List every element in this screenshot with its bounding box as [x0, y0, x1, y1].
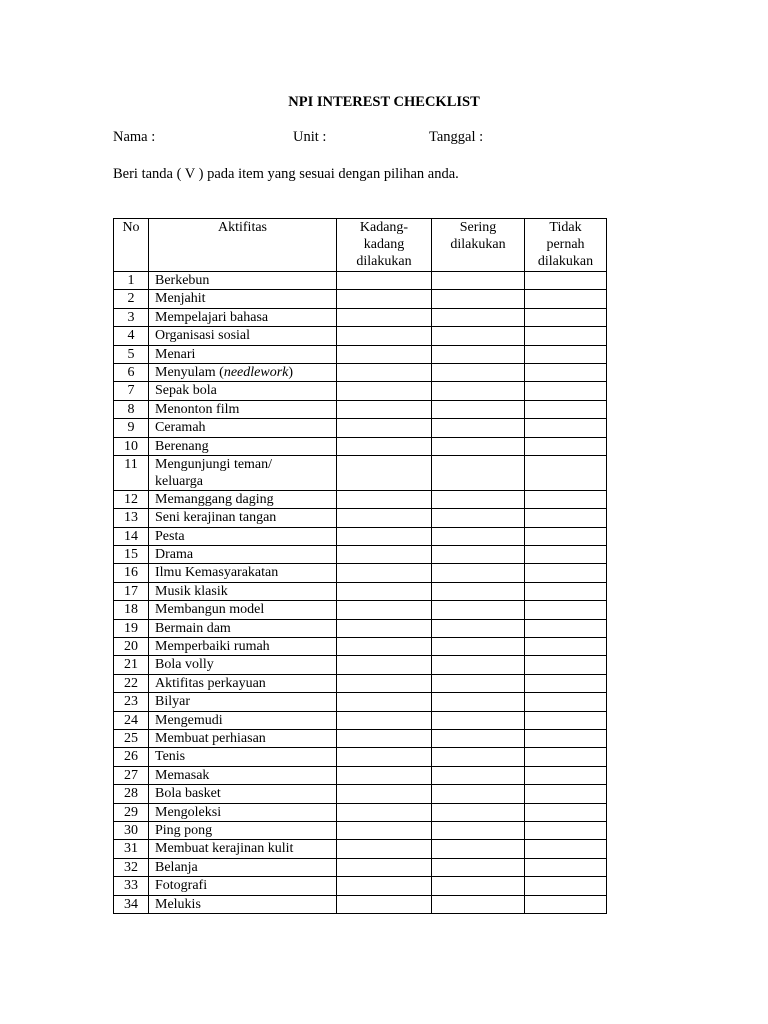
row-number: 33	[114, 877, 149, 895]
check-cell-never[interactable]	[525, 821, 607, 839]
check-cell-sometimes[interactable]	[337, 400, 432, 418]
row-number: 21	[114, 656, 149, 674]
header-sometimes-line: dilakukan	[356, 254, 412, 269]
check-cell-sometimes[interactable]	[337, 527, 432, 545]
check-cell-never[interactable]	[525, 527, 607, 545]
table-row	[114, 272, 607, 290]
activity-label: Bilyar	[155, 694, 190, 710]
table-row	[114, 564, 607, 582]
row-number: 26	[114, 748, 149, 766]
check-cell-never[interactable]	[525, 803, 607, 821]
check-cell-sometimes[interactable]	[337, 895, 432, 913]
check-cell-often[interactable]	[432, 363, 525, 381]
header-never-line: dilakukan	[537, 254, 594, 269]
check-cell-sometimes[interactable]	[337, 582, 432, 600]
activity-label-line2: keluarga	[155, 473, 203, 489]
row-number: 25	[114, 729, 149, 747]
row-activity	[149, 345, 337, 363]
row-number: 19	[114, 619, 149, 637]
row-number: 4	[114, 327, 149, 345]
activity-label: Bola volly	[155, 657, 214, 673]
activity-label: Ceramah	[155, 420, 206, 436]
row-number: 15	[114, 546, 149, 564]
table-row	[114, 327, 607, 345]
check-cell-often[interactable]	[432, 748, 525, 766]
check-cell-sometimes[interactable]	[337, 785, 432, 803]
check-cell-often[interactable]	[432, 601, 525, 619]
table-body	[114, 272, 607, 914]
activity-label: Memasak	[155, 767, 210, 783]
row-activity	[149, 656, 337, 674]
row-activity	[149, 785, 337, 803]
check-cell-sometimes[interactable]	[337, 490, 432, 508]
activity-label: Melukis	[155, 896, 201, 912]
activity-label: Ping pong	[155, 822, 213, 838]
check-cell-never[interactable]	[525, 509, 607, 527]
check-cell-often[interactable]	[432, 821, 525, 839]
check-cell-never[interactable]	[525, 455, 607, 490]
check-cell-often[interactable]	[432, 272, 525, 290]
header-sometimes-line: Kadang-	[359, 220, 409, 235]
check-cell-sometimes[interactable]	[337, 345, 432, 363]
activity-label: Fotografi	[155, 878, 208, 894]
table-row	[114, 382, 607, 400]
check-cell-sometimes[interactable]	[337, 509, 432, 527]
header-often	[432, 219, 525, 272]
table-row	[114, 509, 607, 527]
row-activity	[149, 766, 337, 784]
check-cell-never[interactable]	[525, 490, 607, 508]
check-cell-sometimes[interactable]	[337, 729, 432, 747]
interest-checklist-table	[113, 218, 607, 914]
field-nama: Nama :	[113, 129, 156, 145]
check-cell-often[interactable]	[432, 693, 525, 711]
check-cell-often[interactable]	[432, 509, 525, 527]
header-often-line: dilakukan	[450, 237, 506, 252]
activity-label: Mengunjungi teman/	[155, 456, 273, 472]
activity-label: Sepak bola	[155, 383, 217, 399]
row-number: 6	[114, 363, 149, 381]
check-cell-sometimes[interactable]	[337, 748, 432, 766]
row-number: 18	[114, 601, 149, 619]
check-cell-never[interactable]	[525, 327, 607, 345]
check-cell-never[interactable]	[525, 693, 607, 711]
activity-label: Membangun model	[155, 602, 265, 618]
row-activity	[149, 693, 337, 711]
table-row	[114, 619, 607, 637]
check-cell-never[interactable]	[525, 582, 607, 600]
field-unit: Unit :	[293, 129, 327, 145]
table-row	[114, 656, 607, 674]
check-cell-often[interactable]	[432, 840, 525, 858]
check-cell-never[interactable]	[525, 766, 607, 784]
check-cell-sometimes[interactable]	[337, 564, 432, 582]
activity-label: Memanggang daging	[155, 491, 274, 507]
check-cell-never[interactable]	[525, 895, 607, 913]
row-activity	[149, 858, 337, 876]
activity-label-suffix: )	[288, 364, 294, 380]
check-cell-never[interactable]	[525, 638, 607, 656]
check-cell-never[interactable]	[525, 363, 607, 381]
activity-label: Organisasi sosial	[155, 328, 251, 344]
check-cell-sometimes[interactable]	[337, 290, 432, 308]
activity-label: Tenis	[155, 749, 186, 765]
row-activity	[149, 290, 337, 308]
activity-label: Membuat perhiasan	[155, 730, 266, 746]
row-number: 2	[114, 290, 149, 308]
row-activity	[149, 619, 337, 637]
check-cell-never[interactable]	[525, 674, 607, 692]
row-activity	[149, 729, 337, 747]
table-row	[114, 877, 607, 895]
table-row	[114, 527, 607, 545]
check-cell-sometimes[interactable]	[337, 858, 432, 876]
check-cell-never[interactable]	[525, 601, 607, 619]
instruction-text: Beri tanda ( V ) pada item yang sesuai dengan pilihan anda.	[113, 166, 459, 182]
check-cell-sometimes[interactable]	[337, 877, 432, 895]
check-cell-often[interactable]	[432, 785, 525, 803]
row-activity	[149, 419, 337, 437]
header-never	[525, 219, 607, 272]
table-row	[114, 821, 607, 839]
check-cell-often[interactable]	[432, 582, 525, 600]
check-cell-never[interactable]	[525, 729, 607, 747]
row-activity	[149, 455, 337, 490]
check-cell-often[interactable]	[432, 345, 525, 363]
table-row	[114, 840, 607, 858]
table-row	[114, 729, 607, 747]
check-cell-sometimes[interactable]	[337, 693, 432, 711]
row-activity	[149, 437, 337, 455]
table-row	[114, 601, 607, 619]
check-cell-never[interactable]	[525, 308, 607, 326]
check-cell-never[interactable]	[525, 272, 607, 290]
table-row	[114, 766, 607, 784]
check-cell-often[interactable]	[432, 308, 525, 326]
row-number: 3	[114, 308, 149, 326]
table-row	[114, 363, 607, 381]
check-cell-never[interactable]	[525, 400, 607, 418]
row-number: 31	[114, 840, 149, 858]
header-often-line: Sering	[459, 220, 497, 235]
header-sometimes	[337, 219, 432, 272]
check-cell-never[interactable]	[525, 785, 607, 803]
check-cell-often[interactable]	[432, 437, 525, 455]
table-row	[114, 490, 607, 508]
page-title: NPI INTEREST CHECKLIST	[288, 94, 480, 110]
table-row	[114, 858, 607, 876]
activity-label: Bermain dam	[155, 620, 231, 636]
activity-label: Drama	[155, 547, 194, 563]
check-cell-often[interactable]	[432, 674, 525, 692]
activity-label: Menonton film	[155, 401, 240, 417]
row-number: 30	[114, 821, 149, 839]
field-tanggal: Tanggal :	[429, 129, 484, 145]
row-activity	[149, 509, 337, 527]
check-cell-often[interactable]	[432, 711, 525, 729]
activity-label: Aktifitas perkayuan	[155, 675, 266, 691]
check-cell-never[interactable]	[525, 345, 607, 363]
activity-label: Berenang	[155, 438, 209, 454]
check-cell-sometimes[interactable]	[337, 382, 432, 400]
row-activity	[149, 803, 337, 821]
row-activity	[149, 400, 337, 418]
row-number: 34	[114, 895, 149, 913]
check-cell-sometimes[interactable]	[337, 419, 432, 437]
activity-label: Mengemudi	[155, 712, 223, 728]
check-cell-often[interactable]	[432, 895, 525, 913]
check-cell-sometimes[interactable]	[337, 272, 432, 290]
activity-label: Seni kerajinan tangan	[155, 510, 277, 526]
row-number: 17	[114, 582, 149, 600]
row-activity	[149, 327, 337, 345]
check-cell-often[interactable]	[432, 527, 525, 545]
activity-label: Mengoleksi	[155, 804, 222, 820]
header-never-line: Tidak	[549, 220, 582, 235]
activity-label-italic: needlework	[223, 364, 289, 380]
check-cell-often[interactable]	[432, 400, 525, 418]
check-cell-sometimes[interactable]	[337, 766, 432, 784]
check-cell-sometimes[interactable]	[337, 638, 432, 656]
check-cell-sometimes[interactable]	[337, 308, 432, 326]
row-number: 10	[114, 437, 149, 455]
check-cell-never[interactable]	[525, 564, 607, 582]
table-row	[114, 345, 607, 363]
check-cell-often[interactable]	[432, 455, 525, 490]
check-cell-sometimes[interactable]	[337, 821, 432, 839]
check-cell-sometimes[interactable]	[337, 619, 432, 637]
check-cell-often[interactable]	[432, 877, 525, 895]
check-cell-often[interactable]	[432, 490, 525, 508]
table-row	[114, 308, 607, 326]
check-cell-sometimes[interactable]	[337, 601, 432, 619]
row-activity	[149, 601, 337, 619]
check-cell-often[interactable]	[432, 638, 525, 656]
row-number: 32	[114, 858, 149, 876]
row-number: 23	[114, 693, 149, 711]
table-row	[114, 711, 607, 729]
row-number: 20	[114, 638, 149, 656]
check-cell-often[interactable]	[432, 290, 525, 308]
row-activity	[149, 582, 337, 600]
table-row	[114, 400, 607, 418]
check-cell-sometimes[interactable]	[337, 546, 432, 564]
row-number: 22	[114, 674, 149, 692]
check-cell-sometimes[interactable]	[337, 840, 432, 858]
check-cell-sometimes[interactable]	[337, 711, 432, 729]
row-number: 16	[114, 564, 149, 582]
row-number: 9	[114, 419, 149, 437]
table-row	[114, 803, 607, 821]
check-cell-never[interactable]	[525, 419, 607, 437]
check-cell-sometimes[interactable]	[337, 327, 432, 345]
row-activity	[149, 363, 337, 381]
check-cell-never[interactable]	[525, 382, 607, 400]
table-row	[114, 455, 607, 490]
row-activity	[149, 382, 337, 400]
check-cell-often[interactable]	[432, 419, 525, 437]
check-cell-sometimes[interactable]	[337, 803, 432, 821]
row-number: 14	[114, 527, 149, 545]
header-activity: Aktifitas	[149, 219, 337, 272]
activity-label: Membuat kerajinan kulit	[155, 841, 294, 857]
table-row	[114, 785, 607, 803]
check-cell-sometimes[interactable]	[337, 437, 432, 455]
table-row	[114, 546, 607, 564]
table-row	[114, 693, 607, 711]
row-activity	[149, 546, 337, 564]
check-cell-often[interactable]	[432, 729, 525, 747]
header-never-line: pernah	[546, 237, 585, 252]
activity-label: Menari	[155, 346, 196, 362]
row-activity	[149, 527, 337, 545]
table-header-row	[114, 219, 607, 272]
activity-label: Memperbaiki rumah	[155, 639, 270, 655]
table-row	[114, 582, 607, 600]
check-cell-often[interactable]	[432, 327, 525, 345]
check-cell-often[interactable]	[432, 766, 525, 784]
row-activity	[149, 821, 337, 839]
row-number: 27	[114, 766, 149, 784]
row-number: 1	[114, 272, 149, 290]
row-activity	[149, 564, 337, 582]
check-cell-often[interactable]	[432, 619, 525, 637]
row-number: 11	[114, 455, 149, 490]
activity-label: Menjahit	[155, 291, 206, 307]
activity-label: Belanja	[155, 859, 198, 875]
table-row	[114, 638, 607, 656]
header-sometimes-line: kadang	[363, 237, 405, 252]
row-number: 8	[114, 400, 149, 418]
check-cell-never[interactable]	[525, 437, 607, 455]
check-cell-never[interactable]	[525, 840, 607, 858]
activity-label: Berkebun	[155, 273, 210, 288]
activity-label: Mempelajari bahasa	[155, 309, 269, 325]
check-cell-never[interactable]	[525, 858, 607, 876]
check-cell-never[interactable]	[525, 290, 607, 308]
row-number: 12	[114, 490, 149, 508]
table-row	[114, 419, 607, 437]
activity-label: Pesta	[155, 528, 185, 544]
activity-label: Musik klasik	[155, 583, 228, 599]
row-activity	[149, 272, 337, 290]
check-cell-often[interactable]	[432, 858, 525, 876]
activity-label: Bola basket	[155, 786, 221, 802]
table-row	[114, 895, 607, 913]
activity-label: Ilmu Kemasyarakatan	[155, 565, 279, 581]
row-number: 28	[114, 785, 149, 803]
table-row	[114, 674, 607, 692]
check-cell-sometimes[interactable]	[337, 674, 432, 692]
row-number: 7	[114, 382, 149, 400]
row-activity	[149, 840, 337, 858]
check-cell-never[interactable]	[525, 546, 607, 564]
check-cell-never[interactable]	[525, 619, 607, 637]
activity-label: Menyulam (	[155, 364, 224, 380]
row-activity	[149, 308, 337, 326]
row-number: 5	[114, 345, 149, 363]
check-cell-sometimes[interactable]	[337, 455, 432, 490]
row-number: 29	[114, 803, 149, 821]
check-cell-often[interactable]	[432, 803, 525, 821]
check-cell-often[interactable]	[432, 382, 525, 400]
row-activity	[149, 877, 337, 895]
row-activity	[149, 490, 337, 508]
row-activity	[149, 895, 337, 913]
header-no: No	[114, 219, 149, 272]
table-row	[114, 748, 607, 766]
check-cell-often[interactable]	[432, 656, 525, 674]
table-row	[114, 437, 607, 455]
check-cell-sometimes[interactable]	[337, 656, 432, 674]
check-cell-never[interactable]	[525, 711, 607, 729]
row-activity	[149, 674, 337, 692]
row-activity	[149, 748, 337, 766]
check-cell-never[interactable]	[525, 748, 607, 766]
table-row	[114, 290, 607, 308]
row-number: 24	[114, 711, 149, 729]
row-number: 13	[114, 509, 149, 527]
row-activity	[149, 711, 337, 729]
check-cell-never[interactable]	[525, 877, 607, 895]
check-cell-often[interactable]	[432, 546, 525, 564]
row-activity	[149, 638, 337, 656]
check-cell-often[interactable]	[432, 564, 525, 582]
check-cell-sometimes[interactable]	[337, 363, 432, 381]
check-cell-never[interactable]	[525, 656, 607, 674]
